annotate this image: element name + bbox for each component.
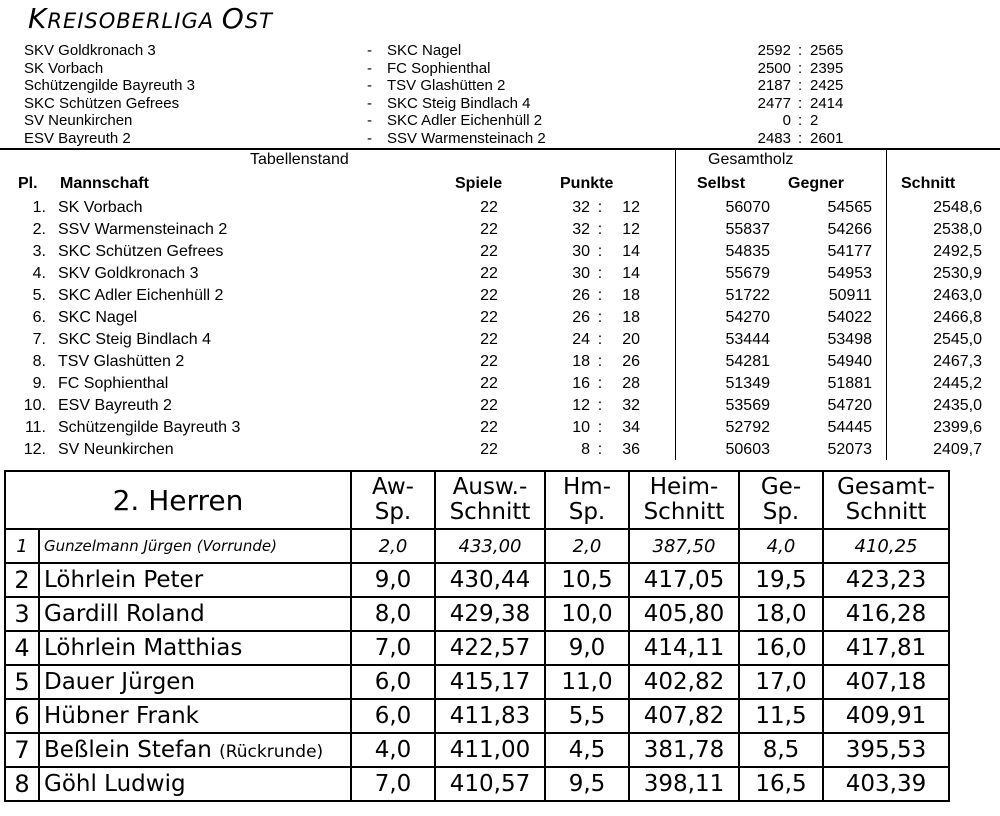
ausw-schnitt: 411,83 [435,699,545,733]
aw-sp: 6,0 [351,699,435,733]
points-minus: 20 [622,331,640,348]
col-gegner: Gegner [788,175,845,192]
col-hm-sp [545,471,629,529]
match-results [0,42,1000,147]
points-minus: 14 [622,265,640,282]
pins-own: 50603 [725,441,770,458]
header-line: Ausw.- [452,474,528,500]
points-minus: 32 [622,397,640,414]
points-minus: 36 [622,441,640,458]
team-name: SK Vorbach [58,199,143,216]
points-separator: : [597,199,603,216]
ausw-schnitt: 429,38 [435,597,545,631]
player-name [39,529,351,563]
col-team: Mannschaft [60,175,149,192]
average: 2399,6 [933,419,982,436]
header-line: Aw- [372,474,414,500]
hm-sp: 11,0 [545,665,629,699]
player-name-text: Göhl Ludwig [44,771,186,797]
home-team: SKV Goldkronach 3 [24,42,156,59]
team-title: 2. Herren [5,471,351,529]
player-number: 7 [5,733,39,767]
heim-schnitt: 414,11 [629,631,739,665]
player-name [39,665,351,699]
pins-own: 51722 [725,287,770,304]
team-name: SKC Schützen Gefrees [58,243,224,260]
home-score: 2187 [757,77,791,94]
player-number: 6 [5,699,39,733]
player-name-text: Gardill Roland [44,601,205,627]
home-score: 0 [782,112,791,129]
table-row [0,373,1000,395]
table-row [5,597,949,631]
divider-line [0,148,1000,150]
score-separator: : [798,94,803,112]
header-line: Gesamt- [837,474,935,500]
average: 2492,5 [933,243,982,260]
player-number: 5 [5,665,39,699]
heim-schnitt: 407,82 [629,699,739,733]
table-row [5,631,949,665]
pins-own: 56070 [725,199,770,216]
games: 22 [480,287,498,304]
score-separator: : [798,129,803,147]
points-plus: 26 [572,287,590,304]
player-number: 4 [5,631,39,665]
points-plus: 8 [581,441,590,458]
place: 4. [32,265,46,282]
score-separator: : [798,59,803,77]
player-name-text: Löhrlein Matthias [44,635,243,661]
player-name-text: Beßlein Stefan [44,737,220,763]
gesamt-schnitt: 403,39 [823,767,949,801]
col-ausw-schnitt [435,471,545,529]
average: 2435,0 [933,397,982,414]
pins-own: 54281 [725,353,770,370]
table-row [0,307,1000,329]
col-ge-sp [739,471,823,529]
standings-title: Tabellenstand [250,151,349,168]
hm-sp: 9,5 [545,767,629,801]
match-separator: - [367,112,372,129]
ge-sp: 8,5 [739,733,823,767]
pins-own: 51349 [725,375,770,392]
ge-sp: 4,0 [739,529,823,563]
points-plus: 18 [572,353,590,370]
player-name [39,597,351,631]
away-score: 2 [810,112,819,129]
header-line: Hm- [563,474,611,500]
heim-schnitt: 387,50 [629,529,739,563]
points-minus: 18 [622,287,640,304]
score-separator: : [798,77,803,94]
player-stats-table [4,470,950,802]
points-separator: : [597,287,603,304]
gesamtholz-title: Gesamtholz [708,151,794,168]
player-name-text: Löhrlein Peter [44,567,204,593]
result-row [0,95,1000,113]
points-minus: 18 [622,309,640,326]
points-plus: 26 [572,309,590,326]
col-aw-sp [351,471,435,529]
points-minus: 26 [622,353,640,370]
points-minus: 12 [622,221,640,238]
table-row [5,529,949,563]
hm-sp: 10,0 [545,597,629,631]
aw-sp: 2,0 [351,529,435,563]
header-line: Sp. [374,499,412,525]
points-separator: : [597,309,603,326]
points-minus: 34 [622,419,640,436]
gesamt-schnitt: 410,25 [823,529,949,563]
hm-sp: 5,5 [545,699,629,733]
home-team: SKC Schützen Gefrees [24,94,180,112]
points-plus: 16 [572,375,590,392]
pins-opponent: 50911 [828,287,872,304]
place: 10. [23,397,46,414]
heim-schnitt: 405,80 [629,597,739,631]
ge-sp: 18,0 [739,597,823,631]
away-team: SKC Nagel [387,42,462,59]
player-name [39,563,351,597]
pins-opponent: 54177 [827,243,872,260]
points-plus: 32 [572,199,590,216]
player-name-text: Hübner Frank [44,703,199,729]
table-row [5,699,949,733]
place: 12. [23,441,46,458]
place: 1. [32,199,46,216]
points-plus: 30 [572,265,590,282]
pins-opponent: 53498 [827,331,872,348]
league-title [28,2,273,35]
aw-sp: 8,0 [351,597,435,631]
points-separator: : [597,243,603,260]
away-team: SKC Steig Bindlach 4 [387,94,531,112]
team-name: FC Sophienthal [58,375,169,392]
header-line: Schnitt [643,499,725,525]
team-name: TSV Glashütten 2 [58,353,185,370]
team-name: SKC Steig Bindlach 4 [58,331,211,348]
hm-sp: 10,5 [545,563,629,597]
table-row [0,285,1000,307]
place: 3. [32,243,46,260]
ge-sp: 17,0 [739,665,823,699]
aw-sp: 9,0 [351,563,435,597]
average: 2467,3 [933,353,982,370]
pins-opponent: 54266 [827,221,872,238]
average: 2445,2 [933,375,982,392]
match-separator: - [367,129,372,147]
points-separator: : [597,265,603,282]
team-name: SV Neunkirchen [58,441,174,458]
ausw-schnitt: 430,44 [435,563,545,597]
ge-sp: 16,0 [739,631,823,665]
points-minus: 14 [622,243,640,260]
average: 2538,0 [933,221,982,238]
table-row [5,733,949,767]
points-separator: : [597,441,603,458]
team-name: SKC Nagel [58,309,138,326]
header-line: Heim- [649,474,719,500]
pins-own: 53444 [725,331,770,348]
games: 22 [480,221,498,238]
points-plus: 10 [572,419,590,436]
table-row [0,263,1000,285]
home-score: 2477 [757,94,791,112]
pins-opponent: 54720 [827,397,872,414]
score-separator: : [798,42,803,59]
result-row [0,77,1000,95]
player-number: 1 [5,529,39,563]
pins-opponent: 54022 [827,309,872,326]
heim-schnitt: 398,11 [629,767,739,801]
gesamt-schnitt: 423,23 [823,563,949,597]
pins-own: 55679 [725,265,770,282]
home-team: SK Vorbach [24,59,104,77]
aw-sp: 4,0 [351,733,435,767]
place: 11. [24,419,46,436]
player-name [39,733,351,767]
place: 8. [32,353,46,370]
heim-schnitt: 402,82 [629,665,739,699]
gesamt-schnitt: 407,18 [823,665,949,699]
games: 22 [480,199,498,216]
pins-opponent: 54953 [827,265,872,282]
away-score: 2395 [810,59,844,77]
average: 2545,0 [933,331,982,348]
title-word: ST [244,9,273,33]
games: 22 [480,353,498,370]
place: 2. [32,221,46,238]
home-score: 2483 [757,129,791,147]
ge-sp: 11,5 [739,699,823,733]
result-row [0,112,1000,130]
games: 22 [480,265,498,282]
team-name: Schützengilde Bayreuth 3 [58,419,241,436]
header-line: Schnitt [845,499,927,525]
gesamt-schnitt: 416,28 [823,597,949,631]
player-name [39,631,351,665]
hm-sp: 4,5 [545,733,629,767]
points-separator: : [597,375,603,392]
home-score: 2500 [757,59,791,77]
games: 22 [480,331,498,348]
away-score: 2425 [810,77,844,94]
ausw-schnitt: 415,17 [435,665,545,699]
pins-opponent: 52073 [827,441,872,458]
table-row [0,395,1000,417]
title-word: REISOBERLIGA [47,9,222,33]
points-plus: 32 [572,221,590,238]
hm-sp: 2,0 [545,529,629,563]
place: 7. [32,331,46,348]
pins-opponent: 54445 [827,419,872,436]
away-score: 2414 [810,94,844,112]
away-team: SSV Warmensteinach 2 [387,129,546,147]
away-team: TSV Glashütten 2 [387,77,506,94]
away-score: 2565 [810,42,844,59]
pins-opponent: 54565 [827,199,872,216]
col-selbst: Selbst [697,175,746,192]
col-pl: Pl. [18,175,38,192]
title-initial: K [28,2,48,35]
table-row [0,351,1000,373]
home-score: 2592 [757,42,791,59]
match-separator: - [367,42,372,59]
player-name [39,699,351,733]
ge-sp: 16,5 [739,767,823,801]
games: 22 [480,375,498,392]
points-plus: 12 [572,397,590,414]
title-initial: O [221,2,245,35]
player-name-text: Dauer Jürgen [44,669,196,695]
player-number: 2 [5,563,39,597]
table-row [5,563,949,597]
header-line: Schnitt [449,499,531,525]
pins-own: 52792 [725,419,770,436]
games: 22 [480,441,498,458]
team-name: SKC Adler Eichenhüll 2 [58,287,224,304]
points-separator: : [597,419,603,436]
average: 2463,0 [933,287,982,304]
result-row [0,42,1000,60]
pins-own: 54270 [725,309,770,326]
aw-sp: 6,0 [351,665,435,699]
gesamt-schnitt: 395,53 [823,733,949,767]
heim-schnitt: 417,05 [629,563,739,597]
place: 5. [32,287,46,304]
pins-own: 55837 [725,221,770,238]
aw-sp: 7,0 [351,767,435,801]
place: 9. [32,375,46,392]
points-minus: 28 [622,375,640,392]
home-team: ESV Bayreuth 2 [24,129,131,147]
table-row [0,241,1000,263]
pins-opponent: 51881 [827,375,872,392]
header-line: Sp. [568,499,606,525]
col-schnitt: Schnitt [901,175,956,192]
table-row [0,417,1000,439]
result-row [0,130,1000,148]
result-row [0,60,1000,78]
away-score: 2601 [810,129,844,147]
col-heim-schnitt [629,471,739,529]
table-row [0,219,1000,241]
table-row [0,197,1000,219]
home-team: Schützengilde Bayreuth 3 [24,77,195,94]
match-separator: - [367,94,372,112]
gesamt-schnitt: 409,91 [823,699,949,733]
player-name-text: Gunzelmann Jürgen (Vorrunde) [44,537,277,555]
aw-sp: 7,0 [351,631,435,665]
points-separator: : [597,353,603,370]
points-separator: : [597,397,603,414]
pins-opponent: 54940 [827,353,872,370]
ausw-schnitt: 422,57 [435,631,545,665]
points-separator: : [597,221,603,238]
player-number: 8 [5,767,39,801]
pins-own: 54835 [725,243,770,260]
match-separator: - [367,77,372,94]
games: 22 [480,397,498,414]
header-line: Ge- [760,474,802,500]
points-separator: : [597,331,603,348]
ausw-schnitt: 410,57 [435,767,545,801]
team-name: SKV Goldkronach 3 [58,265,199,282]
heim-schnitt: 381,78 [629,733,739,767]
ausw-schnitt: 411,00 [435,733,545,767]
average: 2466,8 [933,309,982,326]
match-separator: - [367,59,372,77]
average: 2548,6 [933,199,982,216]
place: 6. [32,309,46,326]
average: 2409,7 [933,441,982,458]
points-minus: 12 [622,199,640,216]
score-separator: : [798,112,803,129]
pins-own: 53569 [725,397,770,414]
games: 22 [480,309,498,326]
player-number: 3 [5,597,39,631]
hm-sp: 9,0 [545,631,629,665]
games: 22 [480,243,498,260]
away-team: SKC Adler Eichenhüll 2 [387,112,543,129]
games: 22 [480,419,498,436]
away-team: FC Sophienthal [387,59,491,77]
average: 2530,9 [933,265,982,282]
table-row [0,439,1000,461]
player-note: (Rückrunde) [219,742,324,762]
col-gesamt-schnitt [823,471,949,529]
points-plus: 30 [572,243,590,260]
team-name: SSV Warmensteinach 2 [58,221,228,238]
points-plus: 24 [572,331,590,348]
gesamt-schnitt: 417,81 [823,631,949,665]
ausw-schnitt: 433,00 [435,529,545,563]
home-team: SV Neunkirchen [24,112,133,129]
table-row [5,767,949,801]
col-punkte: Punkte [560,175,614,192]
header-line: Sp. [762,499,800,525]
team-name: ESV Bayreuth 2 [58,397,172,414]
table-row [5,665,949,699]
ge-sp: 19,5 [739,563,823,597]
table-row [0,329,1000,351]
col-spiele: Spiele [455,175,503,192]
table-header-row [5,471,949,529]
player-name [39,767,351,801]
